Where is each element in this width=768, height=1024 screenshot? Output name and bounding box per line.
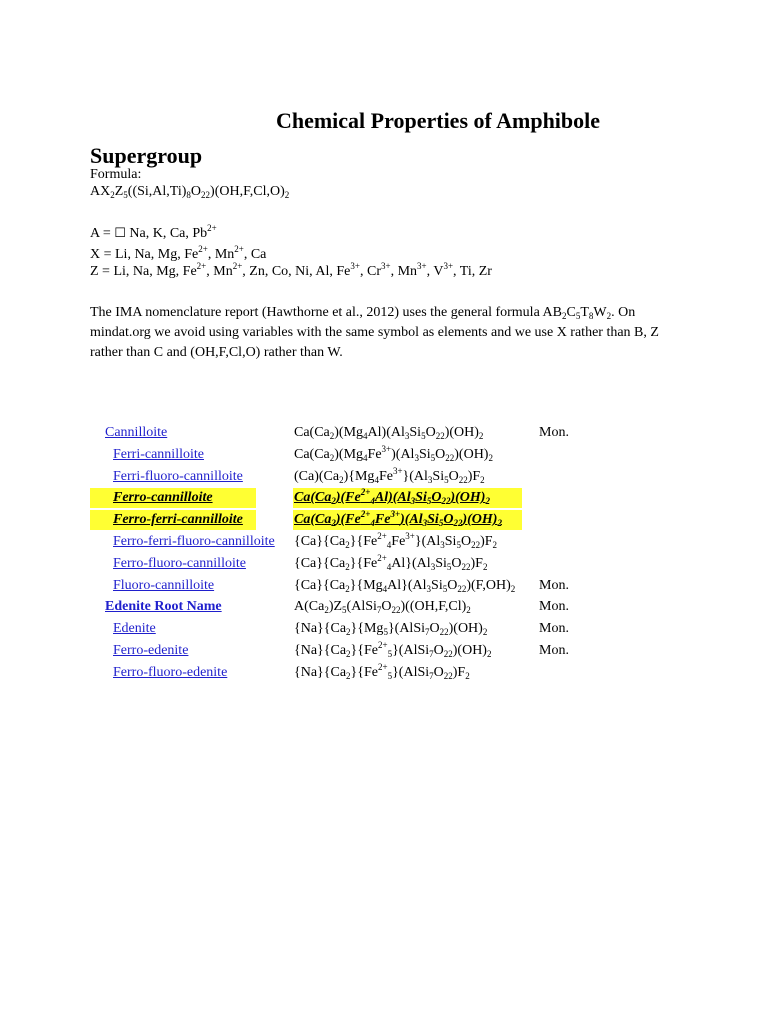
mineral-name-link[interactable]: Ferro-edenite — [113, 642, 189, 658]
formula-label: Formula: — [90, 167, 142, 182]
mineral-name-link[interactable]: Ferro-fluoro-cannilloite — [113, 555, 246, 571]
crystal-system: Mon. — [539, 425, 569, 440]
mineral-name-link[interactable]: Ferro-ferri-fluoro-cannilloite — [113, 533, 275, 549]
mineral-row — [0, 619, 768, 641]
mineral-row — [0, 554, 768, 576]
mineral-row — [0, 663, 768, 685]
mineral-name-link[interactable]: Ferro-ferri-cannilloite — [113, 512, 243, 528]
mineral-formula: $Ca(Ca_2)(Fe^{2+}_4Al)(Al_3Si_5O_{22})(OH)_2$ — [294, 487, 490, 507]
mineral-row — [0, 423, 768, 445]
mineral-formula: $\{Ca\}\{Ca_2\}\{Fe^{2+}_4Fe^{3+}\}(Al_3Si_5O_{22})F_2$ — [294, 530, 498, 550]
mineral-formula: $\{Na\}\{Ca_2\}\{Fe^{2+}_5\}(AlSi_7O_{22})(OH)_2$ — [294, 639, 492, 659]
mineral-name-link[interactable]: Cannilloite — [105, 425, 168, 440]
mineral-name-link[interactable]: Edenite Root Name — [105, 599, 222, 615]
mineral-formula: $\{Ca\}\{Ca_2\}\{Fe^{2+}_4Al\}(Al_3Si_5O_{22})F_2$ — [294, 552, 488, 572]
mineral-row — [0, 532, 768, 554]
mineral-formula: $\{Ca\}\{Ca_2\}\{Mg_4Al\}(Al_3Si_5O_{22})(F,OH)_2$ — [294, 577, 516, 594]
title-line-1: Chemical Properties of Amphibole — [275, 108, 601, 133]
nomenclature-paragraph: The IMA nomenclature report (Hawthorne et al., 2012) uses the general formula $AB_2C_5T_8W_2$. On mindat.org we avoid using variables with the same symbol as elements and we use X rather than B, Z rather than C and (OH,F,Cl,O) rather than W. — [90, 305, 659, 360]
site-x-line: X = Li, Na, Mg, $Fe^{2+}$, $Mn^{2+}$, Ca — [90, 244, 267, 262]
site-a-line: A = ☐ Na, K, Ca, $Pb^{2+}$ — [90, 223, 217, 241]
mineral-formula: $(Ca)(Ca_2)\{Mg_4Fe^{3+}\}(Al_3Si_5O_{22})F_2$ — [294, 465, 485, 485]
mineral-list — [0, 423, 768, 685]
mineral-formula: $Ca(Ca_2)(Mg_4Al)(Al_3Si_5O_{22})(OH)_2$ — [294, 425, 484, 441]
crystal-system: Mon. — [539, 621, 569, 637]
mineral-row — [0, 641, 768, 663]
crystal-system: Mon. — [539, 642, 569, 658]
mineral-row — [0, 488, 768, 510]
page-title — [90, 108, 750, 170]
mineral-formula: $\{Na\}\{Ca_2\}\{Fe^{2+}_5\}(AlSi_7O_{22})F_2$ — [294, 661, 470, 681]
mineral-formula: $Ca(Ca_2)(Mg_4Fe^{3+})(Al_3Si_5O_{22})(OH)_2$ — [294, 443, 493, 463]
mineral-name-link[interactable]: Ferro-fluoro-edenite — [113, 664, 228, 680]
mineral-formula: $\{Na\}\{Ca_2\}\{Mg_5\}(AlSi_7O_{22})(OH)_2$ — [294, 621, 488, 638]
mineral-row — [0, 467, 768, 489]
mineral-row — [0, 597, 768, 619]
crystal-system: Mon. — [539, 599, 569, 615]
title-line-2: Supergroup — [90, 143, 203, 169]
mineral-name-link[interactable]: Fluoro-cannilloite — [113, 577, 215, 593]
general-formula: $AX_2Z_5((Si,Al,Ti)_8O_{22})(OH,F,Cl,O)_2$ — [90, 184, 290, 200]
mineral-name-link[interactable]: Edenite — [113, 621, 156, 637]
crystal-system: Mon. — [539, 577, 569, 593]
mineral-name-link[interactable]: Ferri-fluoro-cannilloite — [113, 468, 243, 484]
mineral-formula: $Ca(Ca_2)(Fe^{2+}_4Fe^{3+})(Al_3Si_5O_{22})(OH)_2$ — [294, 509, 502, 529]
mineral-name-link[interactable]: Ferro-cannilloite — [113, 490, 213, 506]
site-z-line: Z = Li, Na, Mg, $Fe^{2+}$, $Mn^{2+}$, Zn, Co, Ni, Al, $Fe^{3+}$, $Cr^{3+}$, $Mn^{3+}$, $V^{3+}$, Ti, Zr — [90, 261, 492, 279]
mineral-name-link[interactable]: Ferri-cannilloite — [113, 446, 204, 462]
mineral-row — [0, 445, 768, 467]
mineral-row — [0, 576, 768, 598]
mineral-row — [0, 510, 768, 532]
mineral-formula: $A(Ca_2)Z_5(AlSi_7O_{22})((OH,F,Cl)_2$ — [294, 599, 471, 616]
